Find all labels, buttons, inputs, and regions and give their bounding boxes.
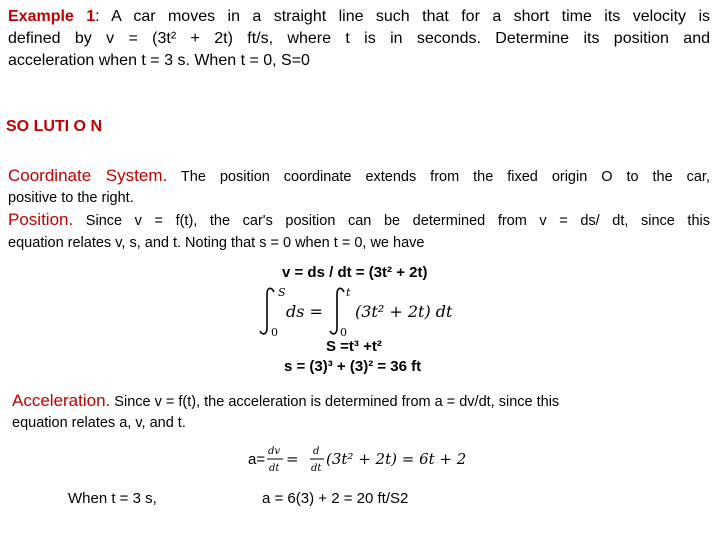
derivative-dt-2: dt — [311, 463, 322, 474]
integral-equation — [258, 284, 458, 340]
position-evaluation: s = (3)³ + (3)² = 36 ft — [284, 358, 422, 375]
example-label: Example 1 — [8, 8, 96, 25]
derivative-equation — [246, 440, 486, 480]
velocity-equation: v = ds / dt = (3t² + 2t) — [282, 264, 428, 281]
example-text-1: : A car moves in a straight line such that for a short time its velocity is — [95, 8, 711, 25]
when-label: When t = 3 s, — [68, 490, 157, 507]
position-paragraph-line-1 — [8, 210, 710, 230]
derivative-dt-1: dt — [269, 463, 280, 474]
acceleration-paragraph-line-1 — [12, 391, 559, 411]
acceleration-text-1: Since v = f(t), the acceleration is determined from a = dv/dt, since this — [110, 394, 560, 410]
example-statement — [8, 6, 710, 72]
position-heading: Position. — [8, 210, 74, 229]
solution-heading: SO LUTI O N — [6, 118, 102, 135]
equals-sign: = — [286, 450, 299, 468]
coordinate-text-2: positive to the right. — [8, 190, 134, 206]
position-equation: S =t³ +t² — [326, 338, 382, 355]
example-line-1 — [8, 6, 710, 28]
integral-upper-s: S — [278, 286, 286, 299]
acceleration-heading: Acceleration. — [12, 391, 111, 410]
integral-rhs: (3t² + 2t) dt — [355, 302, 453, 321]
acceleration-text-2: equation relates a, v, and t. — [12, 415, 186, 431]
position-text-1: Since v = f(t), the car's position can be determined from v = ds/ dt, since this — [73, 213, 710, 229]
position-text-2: equation relates v, s, and t. Noting that s = 0 when t = 0, we have — [8, 235, 425, 251]
derivative-rhs: (3t² + 2t) = 6t + 2 — [326, 450, 467, 468]
integral-upper-t: t — [346, 286, 351, 299]
derivative-lhs: a= — [248, 451, 266, 468]
derivative-d: d — [313, 446, 320, 457]
integral-lhs: ds = — [286, 302, 323, 321]
example-line-2: defined by v = (3t² + 2t) ft/s, where t is in seconds. Determine its position and — [8, 30, 710, 47]
acceleration-result: a = 6(3) + 2 = 20 ft/S2 — [262, 490, 409, 507]
derivative-dv: dv — [268, 446, 281, 457]
coordinate-paragraph-line-1 — [8, 166, 710, 186]
coordinate-text-1: The position coordinate extends from the fixed origin O to the car, — [167, 169, 710, 185]
integral-lower-left: 0 — [271, 326, 278, 339]
integral-lower-right: 0 — [340, 326, 347, 339]
example-line-3: acceleration when t = 3 s. When t = 0, S=0 — [8, 52, 310, 69]
coordinate-heading: Coordinate System. — [8, 166, 168, 185]
